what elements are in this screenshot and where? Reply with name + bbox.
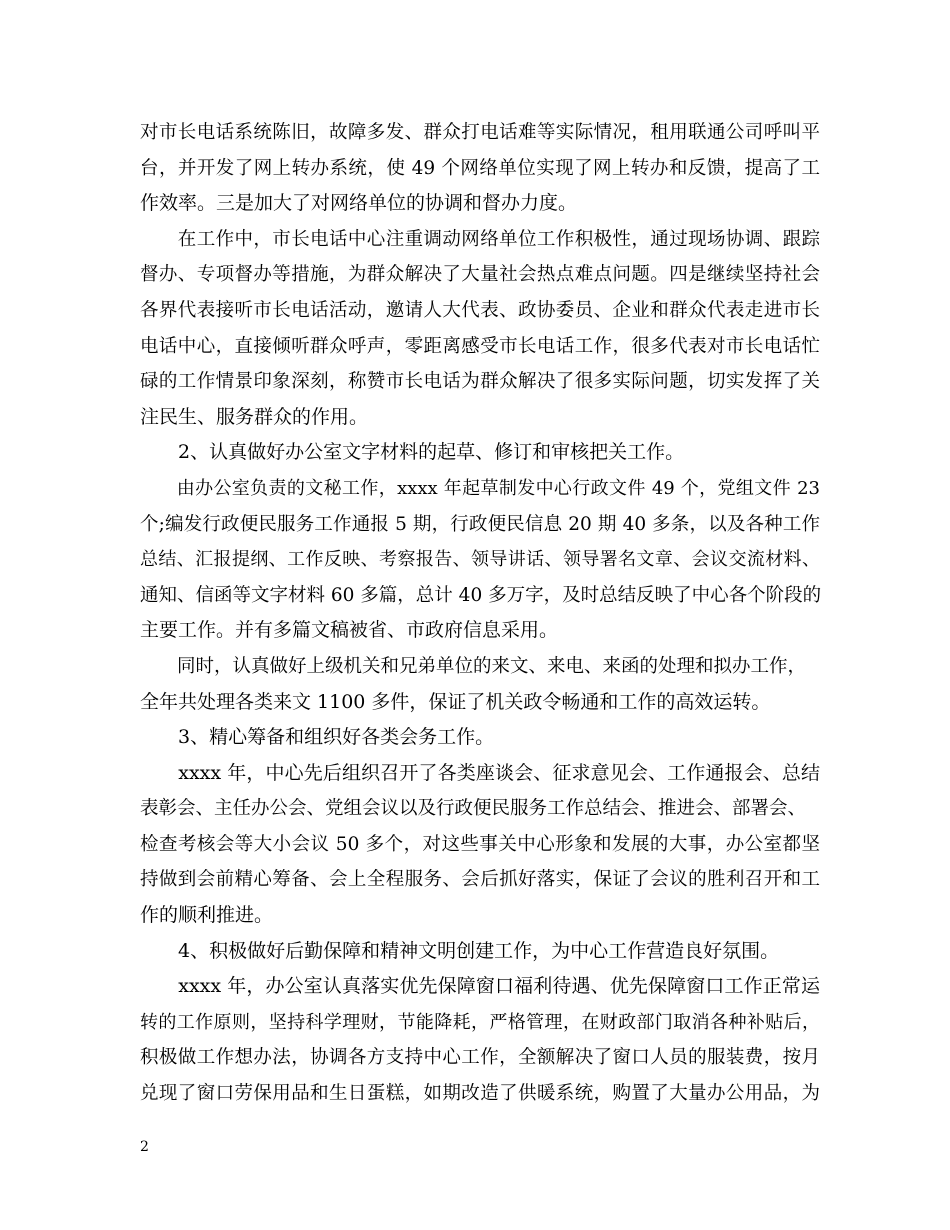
text-line: 在工作中，市长电话中心注重调动网络单位工作积极性，通过现场协调、跟踪 xyxy=(140,228,820,250)
text-line: 持做到会前精心筹备、会上全程服务、会后抓好落实，保证了会议的胜利召开和工 xyxy=(140,869,820,891)
text-line: 同时，认真做好上级机关和兄弟单位的来文、来电、来函的处理和拟办工作， xyxy=(140,655,807,677)
text-line: 转的工作原则，坚持科学理财，节能降耗，严格管理，在财政部门取消各种补贴后， xyxy=(140,1011,820,1033)
text-line: 3、精心筹备和组织好各类会务工作。 xyxy=(140,726,495,749)
text-line: 积极做工作想办法，协调各方支持中心工作，全额解决了窗口人员的服装费，按月 xyxy=(140,1047,820,1069)
text-line: 兑现了窗口劳保用品和生日蛋糕，如期改造了供暖系统，购置了大量办公用品，为 xyxy=(140,1083,820,1105)
page-number: 2 xyxy=(140,1139,149,1155)
text-line: 作效率。三是加大了对网络单位的协调和督办力度。 xyxy=(140,192,578,215)
text-line: 各界代表接听市长电话活动，邀请人大代表、政协委员、企业和群众代表走进市长 xyxy=(140,299,820,321)
text-line: 注民生、服务群众的作用。 xyxy=(140,405,369,428)
text-line: 表彰会、主任办公会、党组会议以及行政便民服务工作总结会、推进会、部署会、 xyxy=(140,798,807,820)
text-line: 碌的工作情景印象深刻，称赞市长电话为群众解决了很多实际问题，切实发挥了关 xyxy=(140,371,820,393)
text-line: xxxx 年，办公室认真落实优先保障窗口福利待遇、优先保障窗口工作正常运 xyxy=(140,975,820,998)
text-line: 台，并开发了网上转办系统，使 49 个网络单位实现了网上转办和反馈，提高了工 xyxy=(140,157,820,179)
text-line: 2、认真做好办公室文字材料的起草、修订和审核把关工作。 xyxy=(140,441,685,464)
text-line: 总结、汇报提纲、工作反映、考察报告、领导讲话、领导署名文章、会议交流材料、 xyxy=(140,549,820,571)
text-line: 主要工作。并有多篇文稿被省、市政府信息采用。 xyxy=(140,619,559,642)
text-line: 全年共处理各类来文 1100 多件，保证了机关政令畅通和工作的高效运转。 xyxy=(140,690,771,713)
text-line: 个;编发行政便民服务工作通报 5 期，行政便民信息 20 期 40 多条，以及各种工作 xyxy=(140,513,820,535)
text-line: 电话中心，直接倾听群众呼声，零距离感受市长电话工作，很多代表对市长电话忙 xyxy=(140,335,820,357)
text-line: 督办、专项督办等措施，为群众解决了大量社会热点难点问题。四是继续坚持社会 xyxy=(140,264,820,286)
text-line: xxxx 年，中心先后组织召开了各类座谈会、征求意见会、工作通报会、总结 xyxy=(140,761,820,784)
text-line: 通知、信函等文字材料 60 多篇，总计 40 多万字，及时总结反映了中心各个阶段的 xyxy=(140,584,822,606)
text-line: 由办公室负责的文秘工作，xxxx 年起草制发中心行政文件 49 个，党组文件 23 xyxy=(140,477,820,499)
text-line: 作的顺利推进。 xyxy=(140,904,274,927)
text-line: 4、积极做好后勤保障和精神文明创建工作，为中心工作营造良好氛围。 xyxy=(140,939,780,962)
document-body xyxy=(140,115,820,1112)
text-line: 检查考核会等大小会议 50 多个，对这些事关中心形象和发展的大事，办公室都坚 xyxy=(140,833,820,855)
text-line: 对市长电话系统陈旧，故障多发、群众打电话难等实际情况，租用联通公司呼叫平 xyxy=(140,122,820,143)
